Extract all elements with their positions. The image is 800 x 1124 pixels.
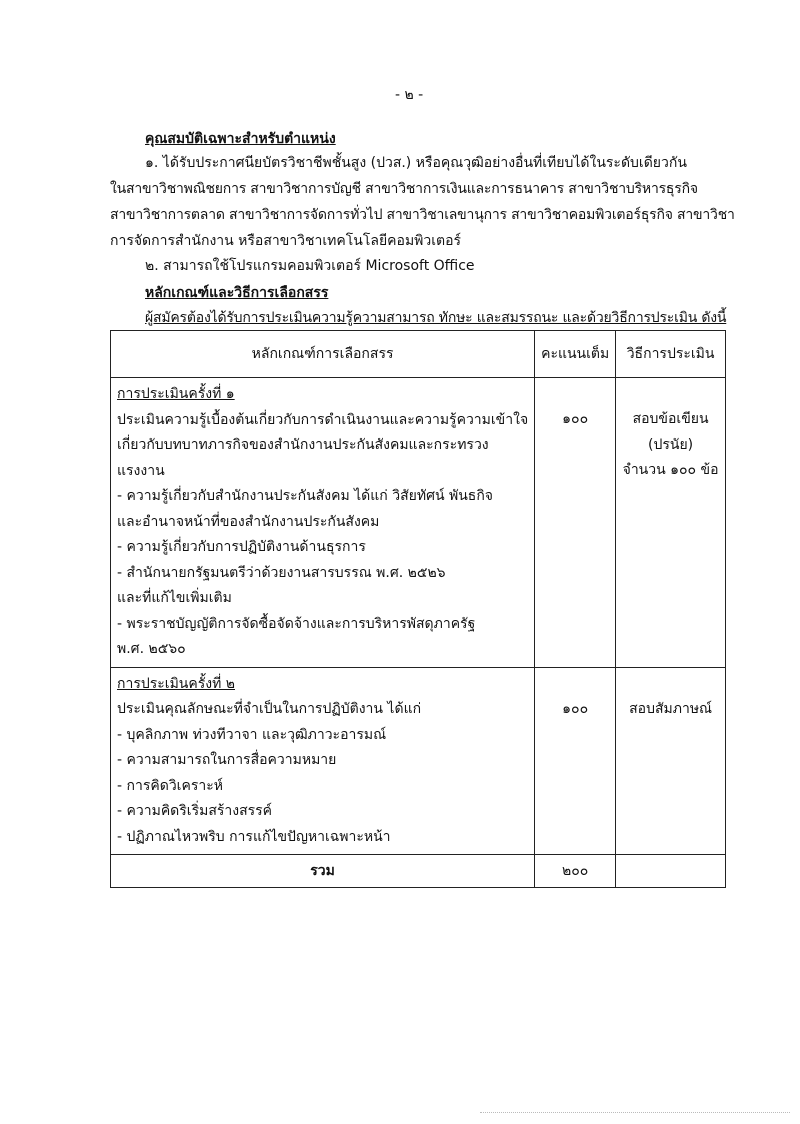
qualification-item-1-line: ในสาขาวิชาพณิชยการ สาขาวิชาการบัญชี สาขาวิชาการเงินและการธนาคาร สาขาวิชาบริหารธุรกิจ	[110, 181, 698, 197]
row-line: - ความรู้เกี่ยวกับสำนักงานประกันสังคม ได้แก่ วิสัยทัศน์ พันธกิจ	[117, 488, 493, 504]
row-line: เกี่ยวกับบทบาทภารกิจของสำนักงานประกันสังคมและกระทรวง	[117, 437, 489, 453]
header-full-score: คะแนนเต็ม	[535, 331, 616, 378]
total-score: ๒๐๐	[535, 855, 616, 888]
row-line: พ.ศ. ๒๕๖๐	[117, 641, 186, 657]
row-title: การประเมินครั้งที่ ๒	[117, 675, 235, 692]
header-method: วิธีการประเมิน	[616, 331, 726, 378]
table-row	[111, 378, 726, 668]
row-line: ประเมินความรู้เบื้องต้นเกี่ยวกับการดำเนินงานและความรู้ความเข้าใจ	[117, 411, 529, 428]
row-line: - ความสามารถในการสื่อความหมาย	[117, 752, 337, 768]
page-number: - ๒ -	[395, 87, 424, 103]
row-method: สอบข้อเขียน	[632, 411, 709, 427]
row-score: ๑๐๐	[562, 411, 589, 427]
row-line: ประเมินคุณลักษณะที่จำเป็นในการปฏิบัติงาน ได้แก่	[117, 701, 422, 717]
row-line: แรงงาน	[117, 462, 165, 479]
table-row	[111, 667, 726, 855]
qualifications-heading: คุณสมบัติเฉพาะสำหรับตำแหน่ง	[145, 131, 336, 147]
selection-heading: หลักเกณฑ์และวิธีการเลือกสรร	[145, 285, 329, 301]
row-score: ๑๐๐	[562, 700, 589, 717]
qualification-item-1-line: การจัดการสำนักงาน หรือสาขาวิชาเทคโนโลยีคอมพิวเตอร์	[110, 233, 462, 249]
header-criteria: หลักเกณฑ์การเลือกสรร	[111, 331, 535, 378]
table-total-row	[111, 855, 726, 888]
row-line: - บุคลิกภาพ ท่วงทีวาจา และวุฒิภาวะอารมณ์	[117, 726, 387, 743]
row-line: - ความคิดริเริ่มสร้างสรรค์	[117, 803, 273, 819]
qualification-item-2: ๒. สามารถใช้โปรแกรมคอมพิวเตอร์ Microsoft Office	[145, 258, 475, 274]
total-method-empty	[616, 855, 726, 888]
qualification-item-1-line: สาขาวิชาการตลาด สาขาวิชาการจัดการทั่วไป สาขาวิชาเลขานุการ สาขาวิชาคอมพิวเตอร์ธุรกิจ สาขาวิชา	[110, 207, 735, 223]
row-method: (ปรนัย)	[648, 436, 694, 453]
row-method: สอบสัมภาษณ์	[629, 700, 713, 717]
table-header-row	[111, 331, 726, 378]
row-line: และที่แก้ไขเพิ่มเติม	[117, 590, 232, 606]
row-line: - ปฏิภาณไหวพริบ การแก้ไขปัญหาเฉพาะหน้า	[117, 828, 391, 845]
total-label: รวม	[111, 855, 535, 888]
qualification-item-1-line: ๑. ได้รับประกาศนียบัตรวิชาชีพชั้นสูง (ปวส.) หรือคุณวุฒิอย่างอื่นที่เทียบได้ในระดับเดียวกัน	[145, 155, 687, 171]
row-line: และอำนาจหน้าที่ของสำนักงานประกันสังคม	[117, 513, 380, 530]
scan-edge-line	[480, 1112, 790, 1113]
selection-intro: ผู้สมัครต้องได้รับการประเมินความรู้ความสามารถ ทักษะ และสมรรถนะ และด้วยวิธีการประเมิน ดังนี้	[145, 310, 727, 326]
row-line: - พระราชบัญญัติการจัดซื้อจัดจ้างและการบริหารพัสดุภาครัฐ	[117, 615, 476, 632]
row-line: - ความรู้เกี่ยวกับการปฏิบัติงานด้านธุรการ	[117, 539, 366, 555]
selection-criteria-table	[110, 330, 726, 888]
row-line: - สำนักนายกรัฐมนตรีว่าด้วยงานสารบรรณ พ.ศ. ๒๕๒๖	[117, 564, 446, 581]
row-method: จำนวน ๑๐๐ ข้อ	[622, 462, 719, 478]
row-title: การประเมินครั้งที่ ๑	[117, 386, 235, 402]
row-line: - การคิดวิเคราะห์	[117, 777, 223, 794]
